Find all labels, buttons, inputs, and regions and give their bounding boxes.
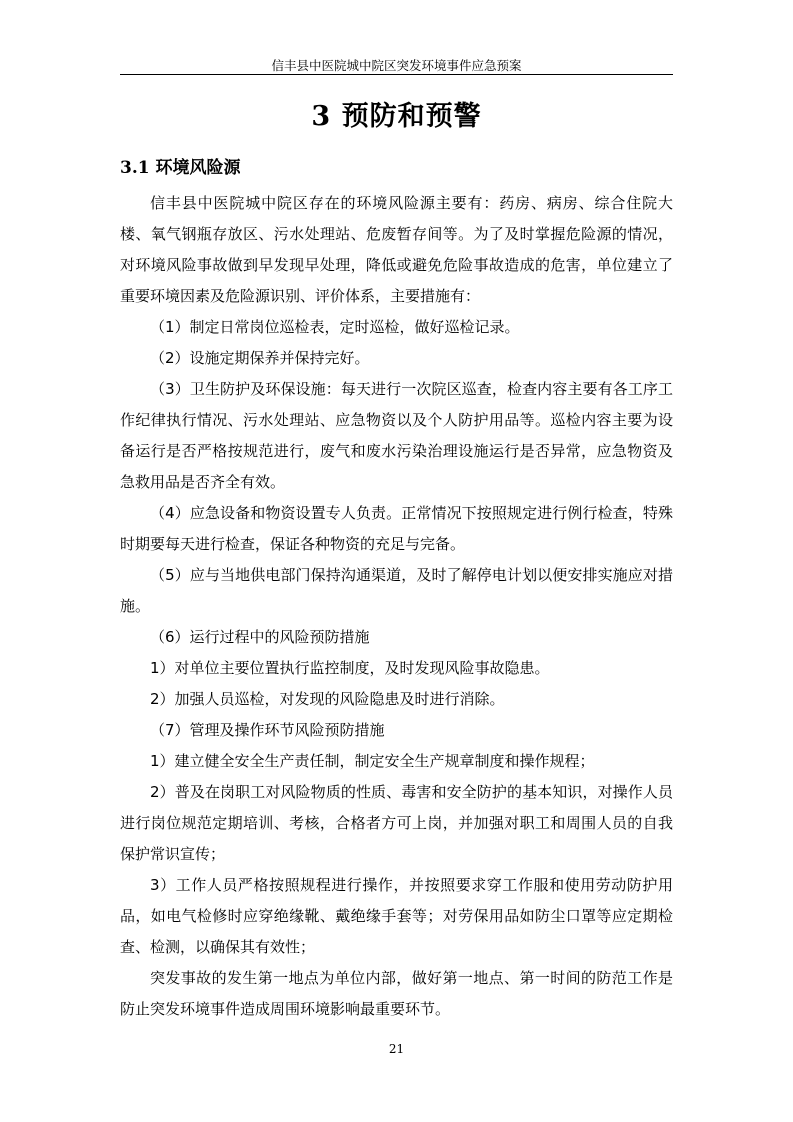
paragraph-item-7: （7）管理及操作环节风险预防措施 bbox=[150, 721, 385, 739]
paragraph-item-1: （1）制定日常岗位巡检表，定时巡检，做好巡检记录。 bbox=[150, 318, 520, 336]
paragraph-conclusion: 突发事故的发生第一地点为单位内部，做好第一地点、第一时间的防范工作是防止突发环境事件造成周围环境影响最重要环节。 bbox=[120, 969, 673, 1018]
header-rule bbox=[120, 74, 673, 75]
section-title: 3.1 环境风险源 bbox=[120, 158, 241, 178]
paragraph-item-6-2: 2）加强人员巡检，对发现的风险隐患及时进行消除。 bbox=[150, 690, 505, 708]
page-number: 21 bbox=[388, 1042, 405, 1056]
chapter-title: 3 预防和预警 bbox=[311, 101, 482, 132]
paragraph-item-2: （2）设施定期保养并保持完好。 bbox=[150, 349, 370, 367]
body-text bbox=[120, 188, 673, 1025]
paragraph-item-4: （4）应急设备和物资设置专人负责。正常情况下按照规定进行例行检查，特殊时期要每天进行检查，保证各种物资的充足与完备。 bbox=[120, 504, 673, 553]
paragraph-item-5: （5）应与当地供电部门保持沟通渠道，及时了解停电计划以便安排实施应对措施。 bbox=[120, 566, 673, 615]
paragraph-item-7-3: 3）工作人员严格按照规程进行操作，并按照要求穿工作服和使用劳动防护用品，如电气检修时应穿绝缘靴、戴绝缘手套等；对劳保用品如防尘口罩等应定期检查、检测，以确保其有效性； bbox=[120, 876, 673, 956]
paragraph-item-3: （3）卫生防护及环保设施：每天进行一次院区巡查，检查内容主要有各工序工作纪律执行情况、污水处理站、应急物资以及个人防护用品等。巡检内容主要为设备运行是否严格按规范进行，废气和废水污染治理设施运行是否异常，应急物资及急救用品是否齐全有效。 bbox=[120, 380, 673, 491]
paragraph-item-6: （6）运行过程中的风险预防措施 bbox=[150, 628, 370, 646]
paragraph-item-7-2: 2）普及在岗职工对风险物质的性质、毒害和安全防护的基本知识，对操作人员进行岗位规范定期培训、考核，合格者方可上岗，并加强对职工和周围人员的自我保护常识宣传； bbox=[120, 783, 673, 863]
running-header: 信丰县中医院城中院区突发环境事件应急预案 bbox=[271, 58, 522, 73]
paragraph-intro: 信丰县中医院城中院区存在的环境风险源主要有：药房、病房、综合住院大楼、氧气钢瓶存放区、污水处理站、危废暂存间等。为了及时掌握危险源的情况，对环境风险事故做到早发现早处理，降低或避免危险事故造成的危害，单位建立了重要环境因素及危险源识别、评价体系，主要措施有： bbox=[120, 194, 673, 305]
paragraph-item-6-1: 1）对单位主要位置执行监控制度，及时发现风险事故隐患。 bbox=[150, 659, 550, 677]
paragraph-item-7-1: 1）建立健全安全生产责任制，制定安全生产规章制度和操作规程； bbox=[150, 752, 595, 770]
